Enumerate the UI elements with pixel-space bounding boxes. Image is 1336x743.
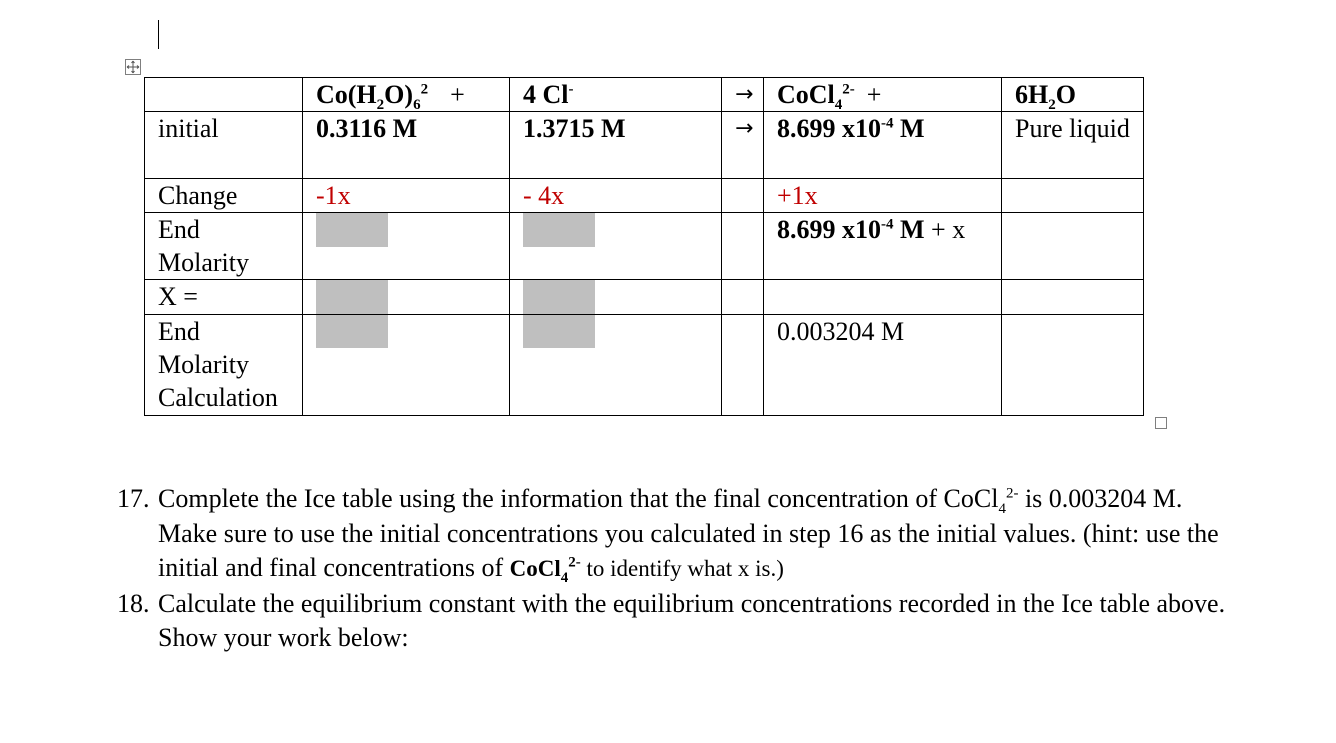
- table-resize-handle[interactable]: [1155, 417, 1167, 429]
- end-molarity-product1[interactable]: 8.699 $x10^{-4}$ M + x: [764, 213, 1002, 280]
- initial-arrow[interactable]: →: [722, 112, 764, 179]
- question-17[interactable]: 17. Complete the Ice table using the information that the final concentration of CoCl$_4^{2-}$ is 0.003204 M. Make sure to use the initial concentrations you calculated in step 16 as the initial values. (hint: use the initial and final concentrations of CoCl$_4^{2-}$ to identify what x is.): [117, 484, 1219, 587]
- initial-reactant2[interactable]: 1.3715 M: [510, 112, 722, 179]
- end-calc-label[interactable]: End Molarity Calculation: [145, 315, 303, 416]
- table-row: [145, 112, 1144, 179]
- table-row: [145, 78, 1144, 112]
- shaded-box: [523, 213, 595, 247]
- shaded-box: [316, 281, 388, 348]
- header-cell-product1[interactable]: CoCl$_4^{2-}$ +: [764, 78, 1002, 112]
- end-calc-product2[interactable]: [1002, 315, 1144, 416]
- question-18[interactable]: 18. Calculate the equilibrium constant with the equilibrium concentrations recorded in the Ice table above. Show your work below:: [117, 588, 1226, 652]
- question-list: [117, 482, 1227, 656]
- table-move-handle-icon[interactable]: [125, 59, 141, 75]
- shaded-box: [523, 281, 595, 348]
- header-cell-arrow[interactable]: →: [722, 78, 764, 112]
- initial-product1[interactable]: 8.699 $x10^{-4}$ M: [764, 112, 1002, 179]
- change-arrow-cell[interactable]: [722, 179, 764, 213]
- x-label[interactable]: X =: [145, 280, 303, 315]
- header-cell-reactant1[interactable]: $Co(H_2O)_6^2$ +: [303, 78, 510, 112]
- shaded-box: [316, 213, 388, 247]
- end-molarity-product2[interactable]: [1002, 213, 1144, 280]
- end-molarity-reactant1[interactable]: [303, 213, 510, 280]
- end-calc-arrow-cell[interactable]: [722, 315, 764, 416]
- end-calc-reactant2[interactable]: [510, 315, 722, 416]
- end-molarity-reactant2[interactable]: [510, 213, 722, 280]
- change-label[interactable]: Change: [145, 179, 303, 213]
- end-calc-product1[interactable]: 0.003204 M: [764, 315, 1002, 416]
- table-row: [145, 179, 1144, 213]
- table-row: [145, 213, 1144, 280]
- initial-product2[interactable]: Pure liquid: [1002, 112, 1144, 179]
- end-calc-reactant1[interactable]: [303, 315, 510, 416]
- end-molarity-label[interactable]: End Molarity: [145, 213, 303, 280]
- x-arrow-cell[interactable]: [722, 280, 764, 315]
- text-cursor: [158, 20, 159, 49]
- header-cell-product2[interactable]: $6H_2O$: [1002, 78, 1144, 112]
- change-reactant2[interactable]: - 4x: [510, 179, 722, 213]
- header-cell-reactant2[interactable]: 4 Cl-: [510, 78, 722, 112]
- initial-label[interactable]: initial: [145, 112, 303, 179]
- ice-table: [144, 77, 1144, 416]
- table-row: [145, 315, 1144, 416]
- change-reactant1[interactable]: -1x: [303, 179, 510, 213]
- initial-reactant1[interactable]: 0.3116 M: [303, 112, 510, 179]
- change-product1[interactable]: +1x: [764, 179, 1002, 213]
- table-row: [145, 280, 1144, 315]
- end-molarity-arrow-cell[interactable]: [722, 213, 764, 280]
- x-product2[interactable]: [1002, 280, 1144, 315]
- change-product2[interactable]: [1002, 179, 1144, 213]
- x-product1[interactable]: [764, 280, 1002, 315]
- header-cell-empty[interactable]: [145, 78, 303, 112]
